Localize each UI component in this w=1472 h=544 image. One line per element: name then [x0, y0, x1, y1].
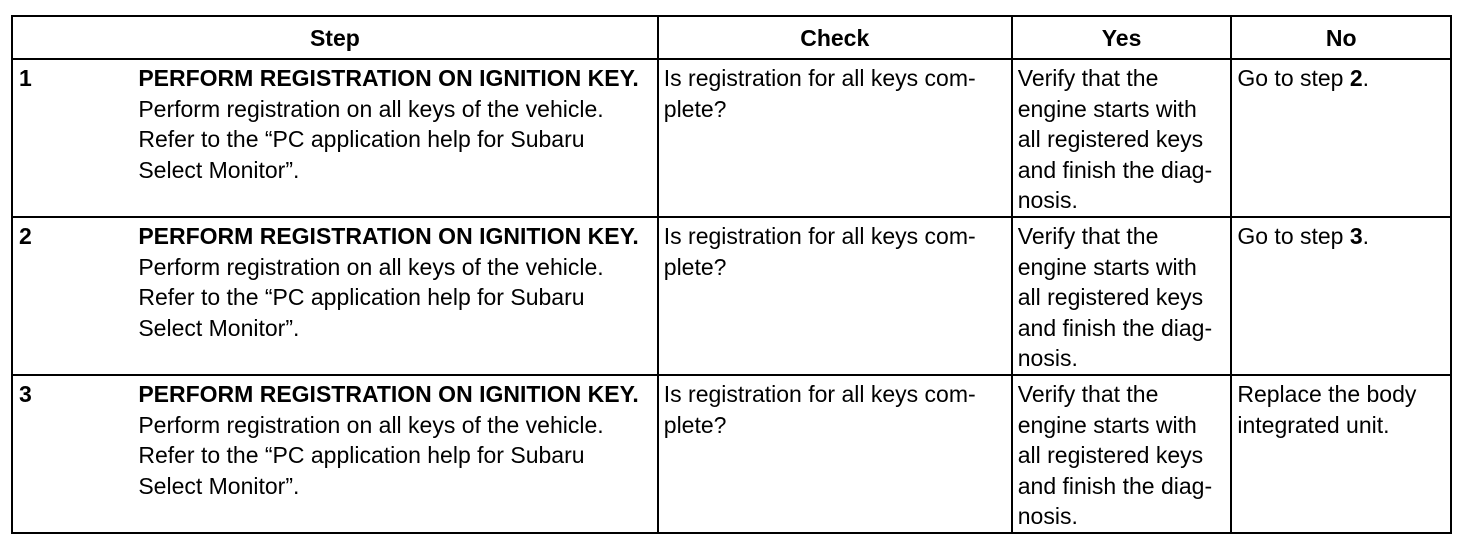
no-suffix: .: [1362, 65, 1370, 91]
table-row: [12, 59, 1451, 217]
step-description: Perform registration on all keys of the vehicle. Refer to the “PC application help for Subaru Select Monitor”.: [138, 95, 604, 183]
no-step-number: 3: [1349, 223, 1363, 249]
step-number: 2: [12, 217, 130, 375]
check-cell: Is registration for all keys com-plete?: [658, 59, 1012, 217]
step-description: Perform registration on all keys of the vehicle. Refer to the “PC application help for Subaru Select Monitor”.: [138, 411, 604, 499]
step-cell: [130, 59, 657, 217]
step-title: PERFORM REGISTRATION ON IGNITION KEY.: [138, 223, 639, 249]
table-row: [12, 217, 1451, 375]
step-number: 1: [12, 59, 130, 217]
no-suffix: .: [1362, 223, 1370, 249]
check-cell: Is registration for all keys com-plete?: [658, 375, 1012, 533]
header-step: Step: [12, 16, 658, 59]
no-step-number: 2: [1349, 65, 1363, 91]
check-cell: Is registration for all keys com-plete?: [658, 217, 1012, 375]
table-row: [12, 375, 1451, 533]
diagnosis-table: [11, 15, 1452, 534]
header-no: No: [1231, 16, 1451, 59]
step-title: PERFORM REGISTRATION ON IGNITION KEY.: [138, 65, 639, 91]
header-yes: Yes: [1012, 16, 1232, 59]
step-number: 3: [12, 375, 130, 533]
step-cell: [130, 217, 657, 375]
no-cell: [1231, 59, 1451, 217]
yes-cell: Verify that the engine starts with all registered keys and finish the diag-nosis.: [1012, 59, 1232, 217]
no-cell: Replace the body integrated unit.: [1231, 375, 1451, 533]
no-cell: [1231, 217, 1451, 375]
header-check: Check: [658, 16, 1012, 59]
no-prefix: Go to step: [1237, 223, 1350, 249]
yes-cell: Verify that the engine starts with all registered keys and finish the diag-nosis.: [1012, 375, 1232, 533]
step-title: PERFORM REGISTRATION ON IGNITION KEY.: [138, 381, 639, 407]
yes-cell: Verify that the engine starts with all registered keys and finish the diag-nosis.: [1012, 217, 1232, 375]
step-cell: [130, 375, 657, 533]
no-prefix: Go to step: [1237, 65, 1350, 91]
table-header-row: [12, 16, 1451, 59]
step-description: Perform registration on all keys of the vehicle. Refer to the “PC application help for Subaru Select Monitor”.: [138, 253, 604, 341]
